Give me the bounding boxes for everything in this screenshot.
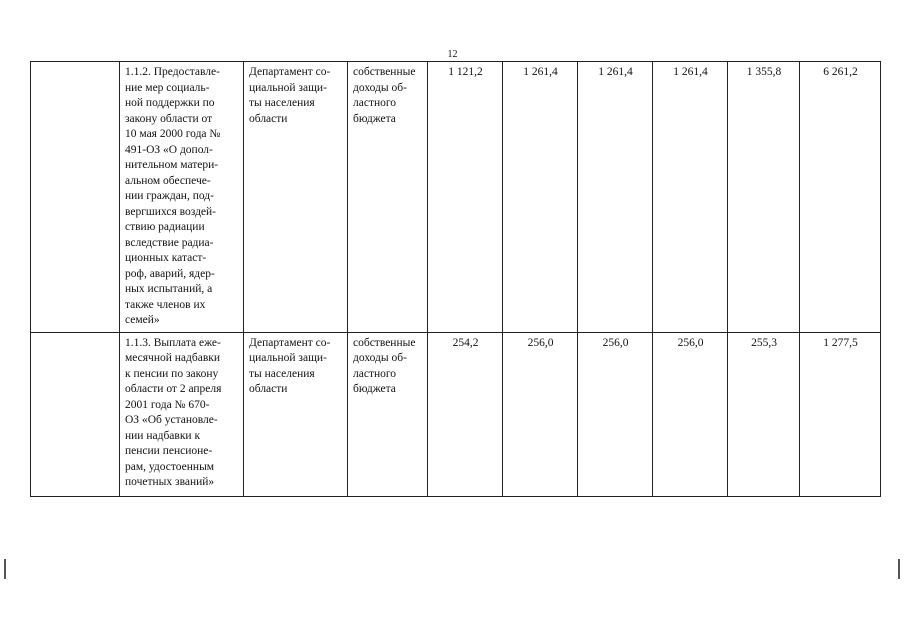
funding-source-cell: собственные доходы об- ластного бюджета bbox=[348, 62, 428, 333]
table-row bbox=[31, 62, 881, 333]
table-row bbox=[31, 332, 881, 496]
row-number-cell bbox=[31, 62, 120, 333]
value-cell: 1 355,8 bbox=[728, 62, 800, 333]
row-number-cell bbox=[31, 332, 120, 496]
value-cell: 256,0 bbox=[578, 332, 653, 496]
value-cell: 254,2 bbox=[428, 332, 503, 496]
value-cell: 256,0 bbox=[503, 332, 578, 496]
measure-cell: 1.1.3. Выплата еже- месячной надбавки к пенсии по закону области от 2 апреля 2001 года № 670- ОЗ «Об установле- нии надбавки к пенсии пенсионе- рам, удостоенным почетных званий» bbox=[120, 332, 244, 496]
scan-margin-mark-right bbox=[898, 559, 900, 579]
total-cell: 6 261,2 bbox=[800, 62, 881, 333]
value-cell: 1 261,4 bbox=[503, 62, 578, 333]
scan-margin-mark-left bbox=[4, 559, 6, 579]
value-cell: 1 261,4 bbox=[578, 62, 653, 333]
value-cell: 1 261,4 bbox=[653, 62, 728, 333]
measure-cell: 1.1.2. Предоставле- ние мер социаль- ной поддержки по закону области от 10 мая 2000 года № 491-ОЗ «О допол- нительном матери- альном обеспече- нии граждан, под- вергшихся воздей- ствию радиации вследствие радиа- ционных катаст- роф, аварий, ядер- ных испытаний, а также членов их семей» bbox=[120, 62, 244, 333]
value-cell: 255,3 bbox=[728, 332, 800, 496]
value-cell: 1 121,2 bbox=[428, 62, 503, 333]
budget-table bbox=[30, 61, 881, 497]
executor-cell: Департамент со- циальной защи- ты населения области bbox=[244, 332, 348, 496]
funding-source-cell: собственные доходы об- ластного бюджета bbox=[348, 332, 428, 496]
value-cell: 256,0 bbox=[653, 332, 728, 496]
page-number: 12 bbox=[447, 49, 458, 60]
total-cell: 1 277,5 bbox=[800, 332, 881, 496]
executor-cell: Департамент со- циальной защи- ты населения области bbox=[244, 62, 348, 333]
